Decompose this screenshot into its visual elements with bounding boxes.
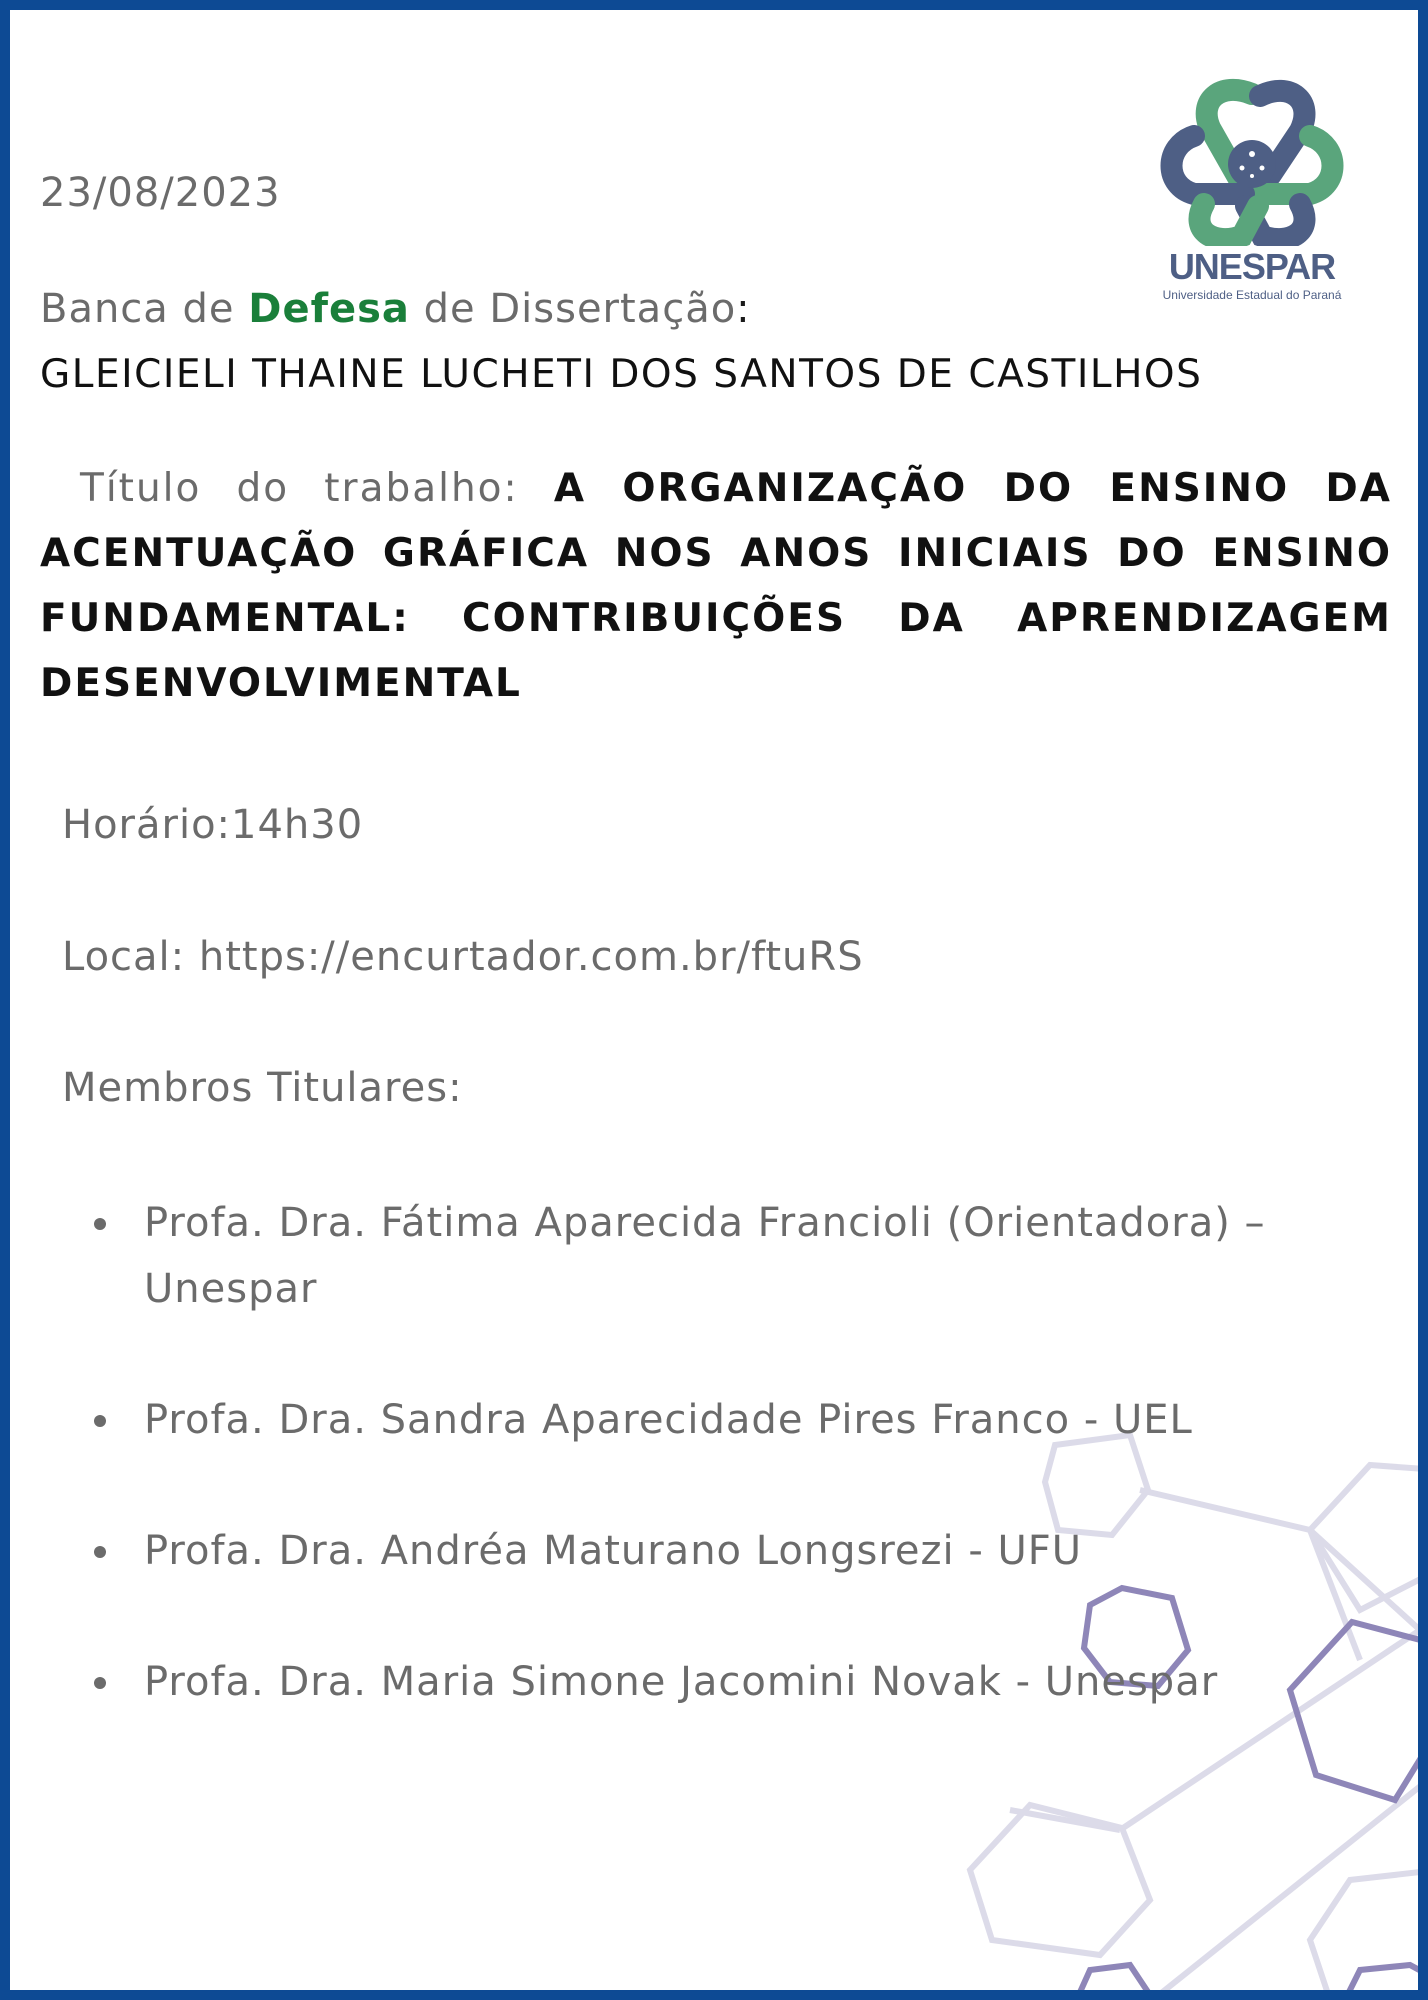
- member-name: Profa. Dra. Maria Simone Jacomini Novak - Unespar: [144, 1659, 1219, 1705]
- member-name: Profa. Dra. Sandra Aparecidade Pires Franco - UEL: [144, 1397, 1193, 1443]
- event-date: 23/08/2023: [40, 170, 281, 216]
- bullet-icon: [94, 1218, 106, 1230]
- unespar-logo: [1150, 76, 1354, 308]
- logo-subtitle: Universidade Estadual do Paraná: [1162, 288, 1342, 302]
- schedule-time: Horário:14h30: [62, 802, 364, 848]
- bullet-icon: [94, 1677, 106, 1689]
- event-location: Local: https://encurtador.com.br/ftuRS: [62, 934, 864, 980]
- unespar-emblem-icon: [1150, 76, 1354, 246]
- bullet-icon: [94, 1415, 106, 1427]
- work-title-label: Título do trabalho:: [80, 466, 519, 511]
- candidate-name: GLEICIELI THAINE LUCHETI DOS SANTOS DE CASTILHOS: [40, 352, 1203, 397]
- list-item: [70, 1649, 1370, 1715]
- heading-colon: :: [736, 286, 751, 332]
- work-title: [40, 456, 1392, 716]
- member-name: Profa. Dra. Fátima Aparecida Francioli (Orientadora) – Unespar: [144, 1200, 1266, 1312]
- work-title-value: A ORGANIZAÇÃO DO ENSINO DA ACENTUAÇÃO GRÁFICA NOS ANOS INICIAIS DO ENSINO FUNDAMENTAL: CONTRIBUIÇÕES DA APRENDIZAGEM DESENVOLVIMENTAL: [40, 466, 1392, 706]
- members-list: [70, 1190, 1370, 1780]
- logo-wordmark: UNESPAR: [1168, 246, 1336, 287]
- event-heading: [40, 286, 751, 332]
- bullet-icon: [94, 1546, 106, 1558]
- member-name: Profa. Dra. Andréa Maturano Longsrezi - UFU: [144, 1528, 1083, 1574]
- list-item: [70, 1190, 1370, 1322]
- heading-prefix: Banca de: [40, 286, 249, 332]
- members-heading: Membros Titulares:: [62, 1065, 463, 1111]
- list-item: [70, 1518, 1370, 1584]
- heading-highlight: Defesa: [248, 286, 410, 332]
- list-item: [70, 1387, 1370, 1453]
- heading-suffix: de Dissertação: [409, 286, 737, 332]
